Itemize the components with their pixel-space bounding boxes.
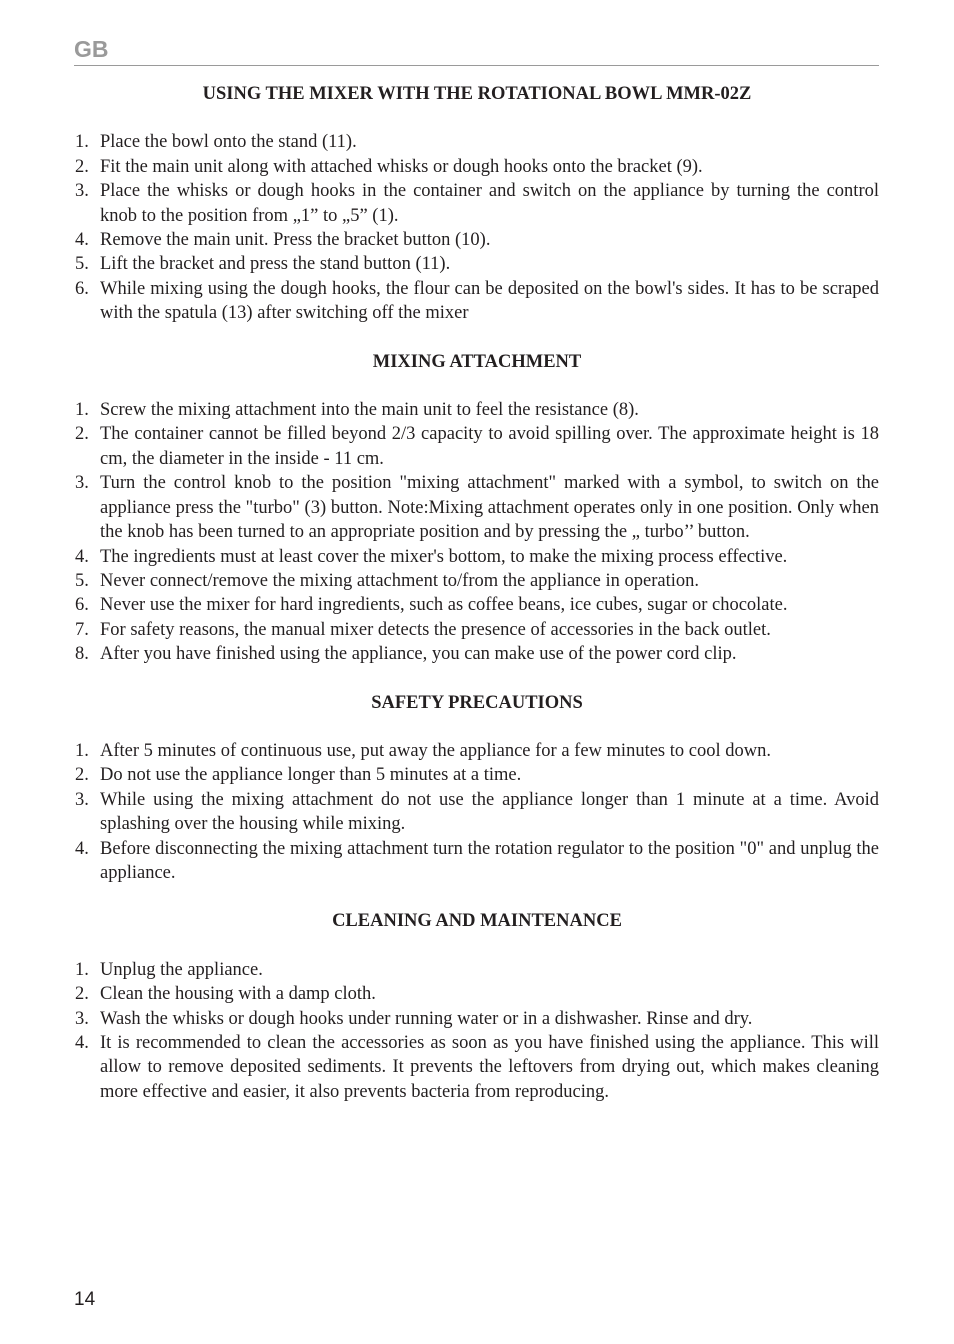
list-item xyxy=(75,545,879,569)
item-text: Clean the housing with a damp cloth. xyxy=(100,984,376,1005)
list-item xyxy=(75,1031,879,1104)
item-text: Screw the mixing attachment into the main unit to feel the resistance (8). xyxy=(100,400,639,421)
item-number: 3. xyxy=(75,789,89,810)
item-number: 1. xyxy=(75,740,89,761)
list-safety-precautions xyxy=(75,739,879,885)
item-number: 4. xyxy=(75,546,89,567)
list-item xyxy=(75,422,879,471)
list-using-mixer xyxy=(75,130,879,325)
item-number: 1. xyxy=(75,400,89,421)
list-item xyxy=(75,593,879,617)
item-text: Turn the control knob to the position "mixing attachment" marked with a symbol, to switch on the appliance press the "turbo" (3) button. Note:Mixing attachment operates only in one position. Only when the knob has been turned to an appropriate position and by pressing the „ turbo’’ button. xyxy=(100,473,879,543)
item-number: 7. xyxy=(75,619,89,640)
list-item xyxy=(75,179,879,228)
list-item xyxy=(75,739,879,763)
item-text: Never use the mixer for hard ingredients, such as coffee beans, ice cubes, sugar or chocolate. xyxy=(100,595,788,616)
list-item xyxy=(75,618,879,642)
item-number: 2. xyxy=(75,765,89,786)
item-text: For safety reasons, the manual mixer detects the presence of accessories in the back outlet. xyxy=(100,619,771,640)
item-number: 3. xyxy=(75,473,89,494)
item-text: Place the whisks or dough hooks in the container and switch on the appliance by turning the control knob to the position from „1” to „5” (1). xyxy=(100,181,879,226)
item-number: 3. xyxy=(75,181,89,202)
section-title-mixing-attachment: MIXING ATTACHMENT xyxy=(372,351,582,372)
item-number: 1. xyxy=(75,959,89,980)
item-text: Unplug the appliance. xyxy=(100,959,263,980)
page-number: 14 xyxy=(74,1289,96,1310)
header-rule xyxy=(74,65,879,66)
list-item xyxy=(75,398,879,422)
item-number: 6. xyxy=(75,595,89,616)
item-number: 5. xyxy=(75,570,89,591)
page-content xyxy=(75,82,879,1104)
item-text: Place the bowl onto the stand (11). xyxy=(100,132,357,153)
list-item xyxy=(75,277,879,326)
list-cleaning-maintenance xyxy=(75,958,879,1104)
list-item xyxy=(75,155,879,179)
item-text: After you have finished using the appliance, you can make use of the power cord clip. xyxy=(100,644,737,665)
list-mixing-attachment xyxy=(75,398,879,666)
section-title-cleaning-maintenance: CLEANING AND MAINTENANCE xyxy=(332,911,622,932)
list-item xyxy=(75,228,879,252)
item-text: While using the mixing attachment do not use the appliance longer than 1 minute at a time. Avoid splashing over the housing while mixing. xyxy=(100,789,879,835)
item-number: 2. xyxy=(75,156,89,177)
item-text: Fit the main unit along with attached whisks or dough hooks onto the bracket (9). xyxy=(100,156,703,177)
item-number: 3. xyxy=(75,1008,89,1029)
item-number: 4. xyxy=(75,230,89,251)
list-item xyxy=(75,642,879,666)
list-item xyxy=(75,982,879,1006)
item-text: Before disconnecting the mixing attachment turn the rotation regulator to the position "0" and unplug the appliance. xyxy=(100,838,879,883)
item-text: It is recommended to clean the accessories as soon as you have finished using the appliance. This will allow to remove deposited sediments. It prevents the leftovers from drying out, which makes cleaning more effective and easier, it also prevents bacteria from reproducing. xyxy=(100,1033,879,1102)
item-number: 2. xyxy=(75,984,89,1005)
item-text: Remove the main unit. Press the bracket button (10). xyxy=(100,230,491,251)
item-number: 4. xyxy=(75,1033,89,1053)
list-item xyxy=(75,471,879,544)
section-title-safety-precautions: SAFETY PRECAUTIONS xyxy=(371,692,583,713)
item-number: 2. xyxy=(75,424,89,445)
item-text: Wash the whisks or dough hooks under running water or in a dishwasher. Rinse and dry. xyxy=(100,1008,753,1029)
item-number: 5. xyxy=(75,254,89,275)
item-text: Never connect/remove the mixing attachment to/from the appliance in operation. xyxy=(100,570,699,591)
item-text: Lift the bracket and press the stand button (11). xyxy=(100,254,451,275)
language-tag: GB xyxy=(74,36,109,62)
item-number: 6. xyxy=(75,278,89,299)
item-number: 4. xyxy=(75,838,89,859)
item-text: The container cannot be filled beyond 2/3 capacity to avoid spilling over. The approximate height is 18 cm, the diameter in the inside - 11 cm. xyxy=(100,424,879,469)
item-number: 1. xyxy=(75,132,89,153)
list-item xyxy=(75,252,879,276)
item-text: The ingredients must at least cover the mixer's bottom, to make the mixing process effective. xyxy=(100,546,788,567)
item-text: Do not use the appliance longer than 5 minutes at a time. xyxy=(100,765,522,786)
list-item xyxy=(75,763,879,787)
list-item xyxy=(75,788,879,837)
list-item xyxy=(75,958,879,982)
list-item xyxy=(75,1007,879,1031)
list-item xyxy=(75,130,879,154)
item-number: 8. xyxy=(75,644,89,665)
list-item xyxy=(75,837,879,886)
section-title-using-mixer: USING THE MIXER WITH THE ROTATIONAL BOWL MMR-02Z xyxy=(202,84,752,104)
item-text: After 5 minutes of continuous use, put away the appliance for a few minutes to cool down. xyxy=(100,740,771,761)
list-item xyxy=(75,569,879,593)
item-text: While mixing using the dough hooks, the flour can be deposited on the bowl's sides. It has to be scraped with the spatula (13) after switching off the mixer xyxy=(100,278,879,324)
